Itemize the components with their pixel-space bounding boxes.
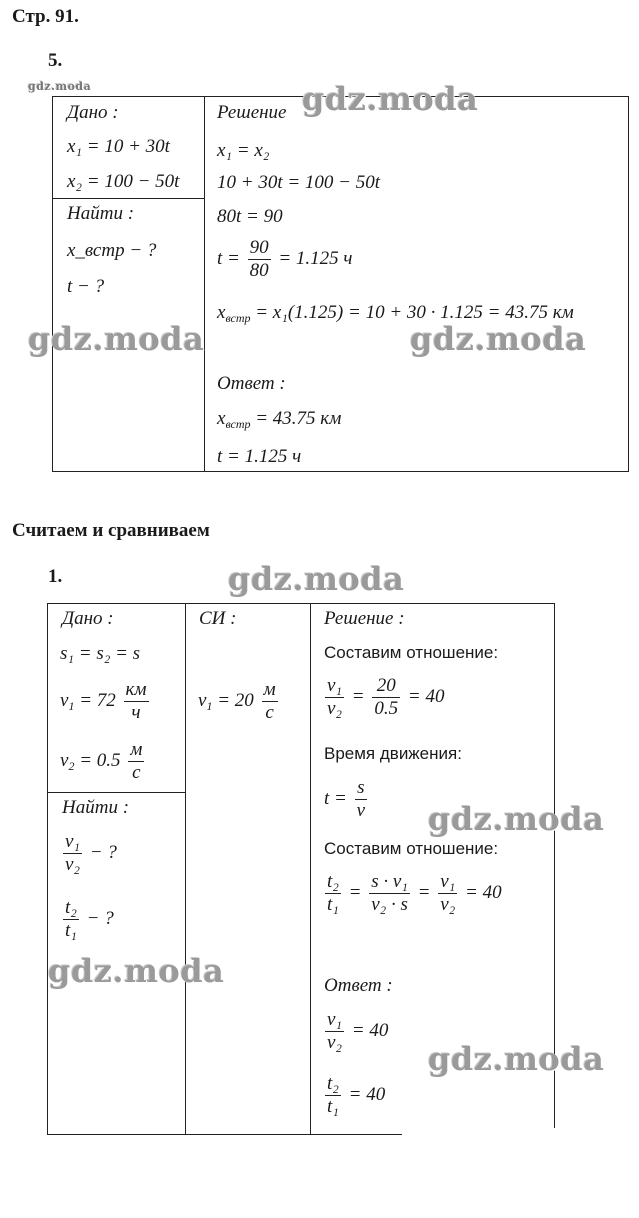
task1-ratio-2 — [322, 872, 502, 915]
task1-find-t — [60, 898, 114, 941]
fraction-denominator: v — [356, 800, 366, 821]
ratio2-rhs: = 40 — [465, 881, 502, 903]
fraction-denominator: v₂ — [65, 854, 81, 875]
task5-answer-label: Ответ : — [217, 373, 286, 394]
task1-motion-time: Время движения: — [324, 744, 462, 763]
task1-given-label: Дано : — [62, 608, 114, 629]
fraction-numerator: t₂ — [327, 871, 339, 892]
ratio2-eq1: = — [348, 881, 362, 903]
task1-v1: $v_1 = 72$ $\frac{км}{ч}$ — [60, 679, 147, 723]
task5-answer-x-value: = 43.75 км — [255, 408, 342, 429]
task1-si-v1: $v_1 = 20$ $\frac{м}{с}$ — [198, 679, 276, 723]
ratio2-eq2: = — [417, 881, 431, 903]
task5-step-2: 10 + 30t = 100 − 50t — [217, 172, 381, 193]
fraction-numerator: t₂ — [327, 1073, 339, 1094]
task1-si-v1-unit — [262, 680, 278, 723]
task1-answer-label: Ответ : — [324, 975, 393, 996]
task1-v1-lhs: = 72 — [79, 689, 116, 711]
task1-find-t-tail: − ? — [86, 907, 114, 929]
time-formula-lhs: t = — [324, 787, 347, 809]
task1-find-v — [60, 832, 117, 875]
task5-answer-x: $x_{встр} = 43.75$ км — [217, 408, 342, 431]
watermark: gdz.moda — [410, 320, 587, 358]
fraction-denominator: t₁ — [65, 920, 77, 941]
section-title: Считаем и сравниваем — [12, 520, 210, 541]
ratio1-v-fraction — [325, 676, 344, 719]
task1-find-label: Найти : — [62, 797, 130, 818]
fraction-denominator: ч — [131, 702, 141, 723]
task1-v2: $v_2 = 0.5$ $\frac{м}{с}$ — [60, 739, 143, 783]
task1-v2-lhs: = 0.5 — [79, 749, 121, 771]
task1-compose-2: Составим отношение: — [324, 839, 499, 858]
task5-given-x1: x₁ = 10 + 30t — [67, 136, 170, 157]
task5-step-1: x₁ = x₂ — [217, 140, 270, 161]
time-formula-fraction — [355, 778, 367, 821]
task1-compose-1: Составим отношение: — [324, 643, 499, 662]
fraction-denominator: t₁ — [327, 1096, 339, 1117]
fraction-numerator: 20 — [372, 676, 400, 698]
task5-t-lhs: t = — [217, 247, 240, 269]
task1-v1-unit — [124, 680, 149, 723]
fraction-denominator: v₂ — [440, 894, 456, 915]
ratio2-v-fraction — [438, 872, 457, 915]
task1-solution-label: Решение : — [324, 608, 405, 629]
task5-t-equation — [217, 238, 353, 281]
fraction-numerator: км — [125, 679, 147, 700]
page-title: Стр. 91. — [12, 6, 79, 27]
task5-number: 5. — [48, 50, 63, 71]
task5-xmeet-rhs: = x₁(1.125) = 10 + 30 · 1.125 = 43.75 км — [255, 302, 574, 323]
fraction-numerator: м — [263, 679, 276, 700]
task5-step-3: 80t = 90 — [217, 206, 283, 227]
ratio1-rhs: = 40 — [407, 685, 445, 707]
fraction-denominator: с — [265, 702, 274, 723]
fraction-numerator: s — [355, 778, 367, 800]
fraction-numerator: v₁ — [65, 831, 81, 852]
task1-s-equation: s₁ = s₂ = s — [60, 643, 141, 664]
task1-answer-2 — [322, 1074, 385, 1117]
task1-find-v-fraction — [63, 832, 82, 875]
task5-t-fraction — [248, 238, 271, 281]
ratio1-num-fraction — [372, 676, 400, 719]
watermark: gdz.moda — [428, 1040, 605, 1078]
task1-answer-1 — [322, 1010, 388, 1053]
fraction-numerator: v₁ — [327, 675, 343, 696]
fraction-denominator: v₂ — [327, 1032, 343, 1053]
task1-find-t-fraction — [63, 898, 79, 941]
watermark: gdz.moda — [228, 560, 405, 598]
task5-find-x: x_встр − ? — [67, 240, 157, 261]
task5-given-label: Дано : — [67, 102, 119, 123]
ratio1-eq: = — [351, 685, 365, 707]
fraction-numerator: s · v₁ — [371, 871, 408, 892]
answer2-fraction — [325, 1074, 341, 1117]
fraction-denominator: v₂ · s — [371, 894, 408, 915]
task1-v2-unit — [128, 740, 144, 783]
task5-find-t: t − ? — [67, 276, 105, 297]
task5-find-label: Найти : — [67, 203, 135, 224]
fraction-numerator: м — [130, 739, 143, 760]
answer1-rhs: = 40 — [351, 1019, 389, 1041]
task5-solution-label: Решение — [217, 102, 287, 123]
fraction-denominator: t₁ — [327, 894, 339, 915]
fraction-numerator: t₂ — [65, 897, 77, 918]
task1-si-label: СИ : — [199, 608, 237, 629]
fraction-denominator: 80 — [249, 260, 269, 281]
ratio2-mid-fraction — [369, 872, 410, 915]
task1-ratio-1 — [322, 676, 444, 719]
watermark: gdz.moda — [48, 952, 225, 990]
fraction-numerator: v₁ — [440, 871, 456, 892]
fraction-numerator: v₁ — [327, 1009, 343, 1030]
answer1-fraction — [325, 1010, 344, 1053]
answer2-rhs: = 40 — [348, 1083, 386, 1105]
task1-number: 1. — [48, 566, 63, 587]
task1-si-v1-lhs: = 20 — [217, 689, 254, 711]
task5-answer-t: t = 1.125 ч — [217, 446, 302, 467]
fraction-denominator: v₂ — [327, 698, 343, 719]
task5-given-x2: x₂ = 100 − 50t — [67, 171, 180, 192]
ratio2-t-fraction — [325, 872, 341, 915]
watermark: gdz.moda — [428, 800, 605, 838]
fraction-numerator: 90 — [249, 237, 269, 258]
watermark: gdz.moda — [302, 80, 479, 118]
fraction-denominator: 0.5 — [374, 698, 399, 719]
watermark: gdz.moda — [28, 320, 205, 358]
task5-t-rhs: = 1.125 ч — [278, 247, 353, 269]
fraction-denominator: с — [132, 762, 141, 783]
watermark-small: gdz.moda — [28, 80, 92, 93]
task1-time-formula — [324, 778, 370, 821]
task1-find-v-tail: − ? — [89, 841, 117, 863]
task5-xmeet-equation: $x_{встр} = x_1(1.125) = 10 + 30 \cdot 1.125 = 43.75$ км — [217, 302, 574, 325]
